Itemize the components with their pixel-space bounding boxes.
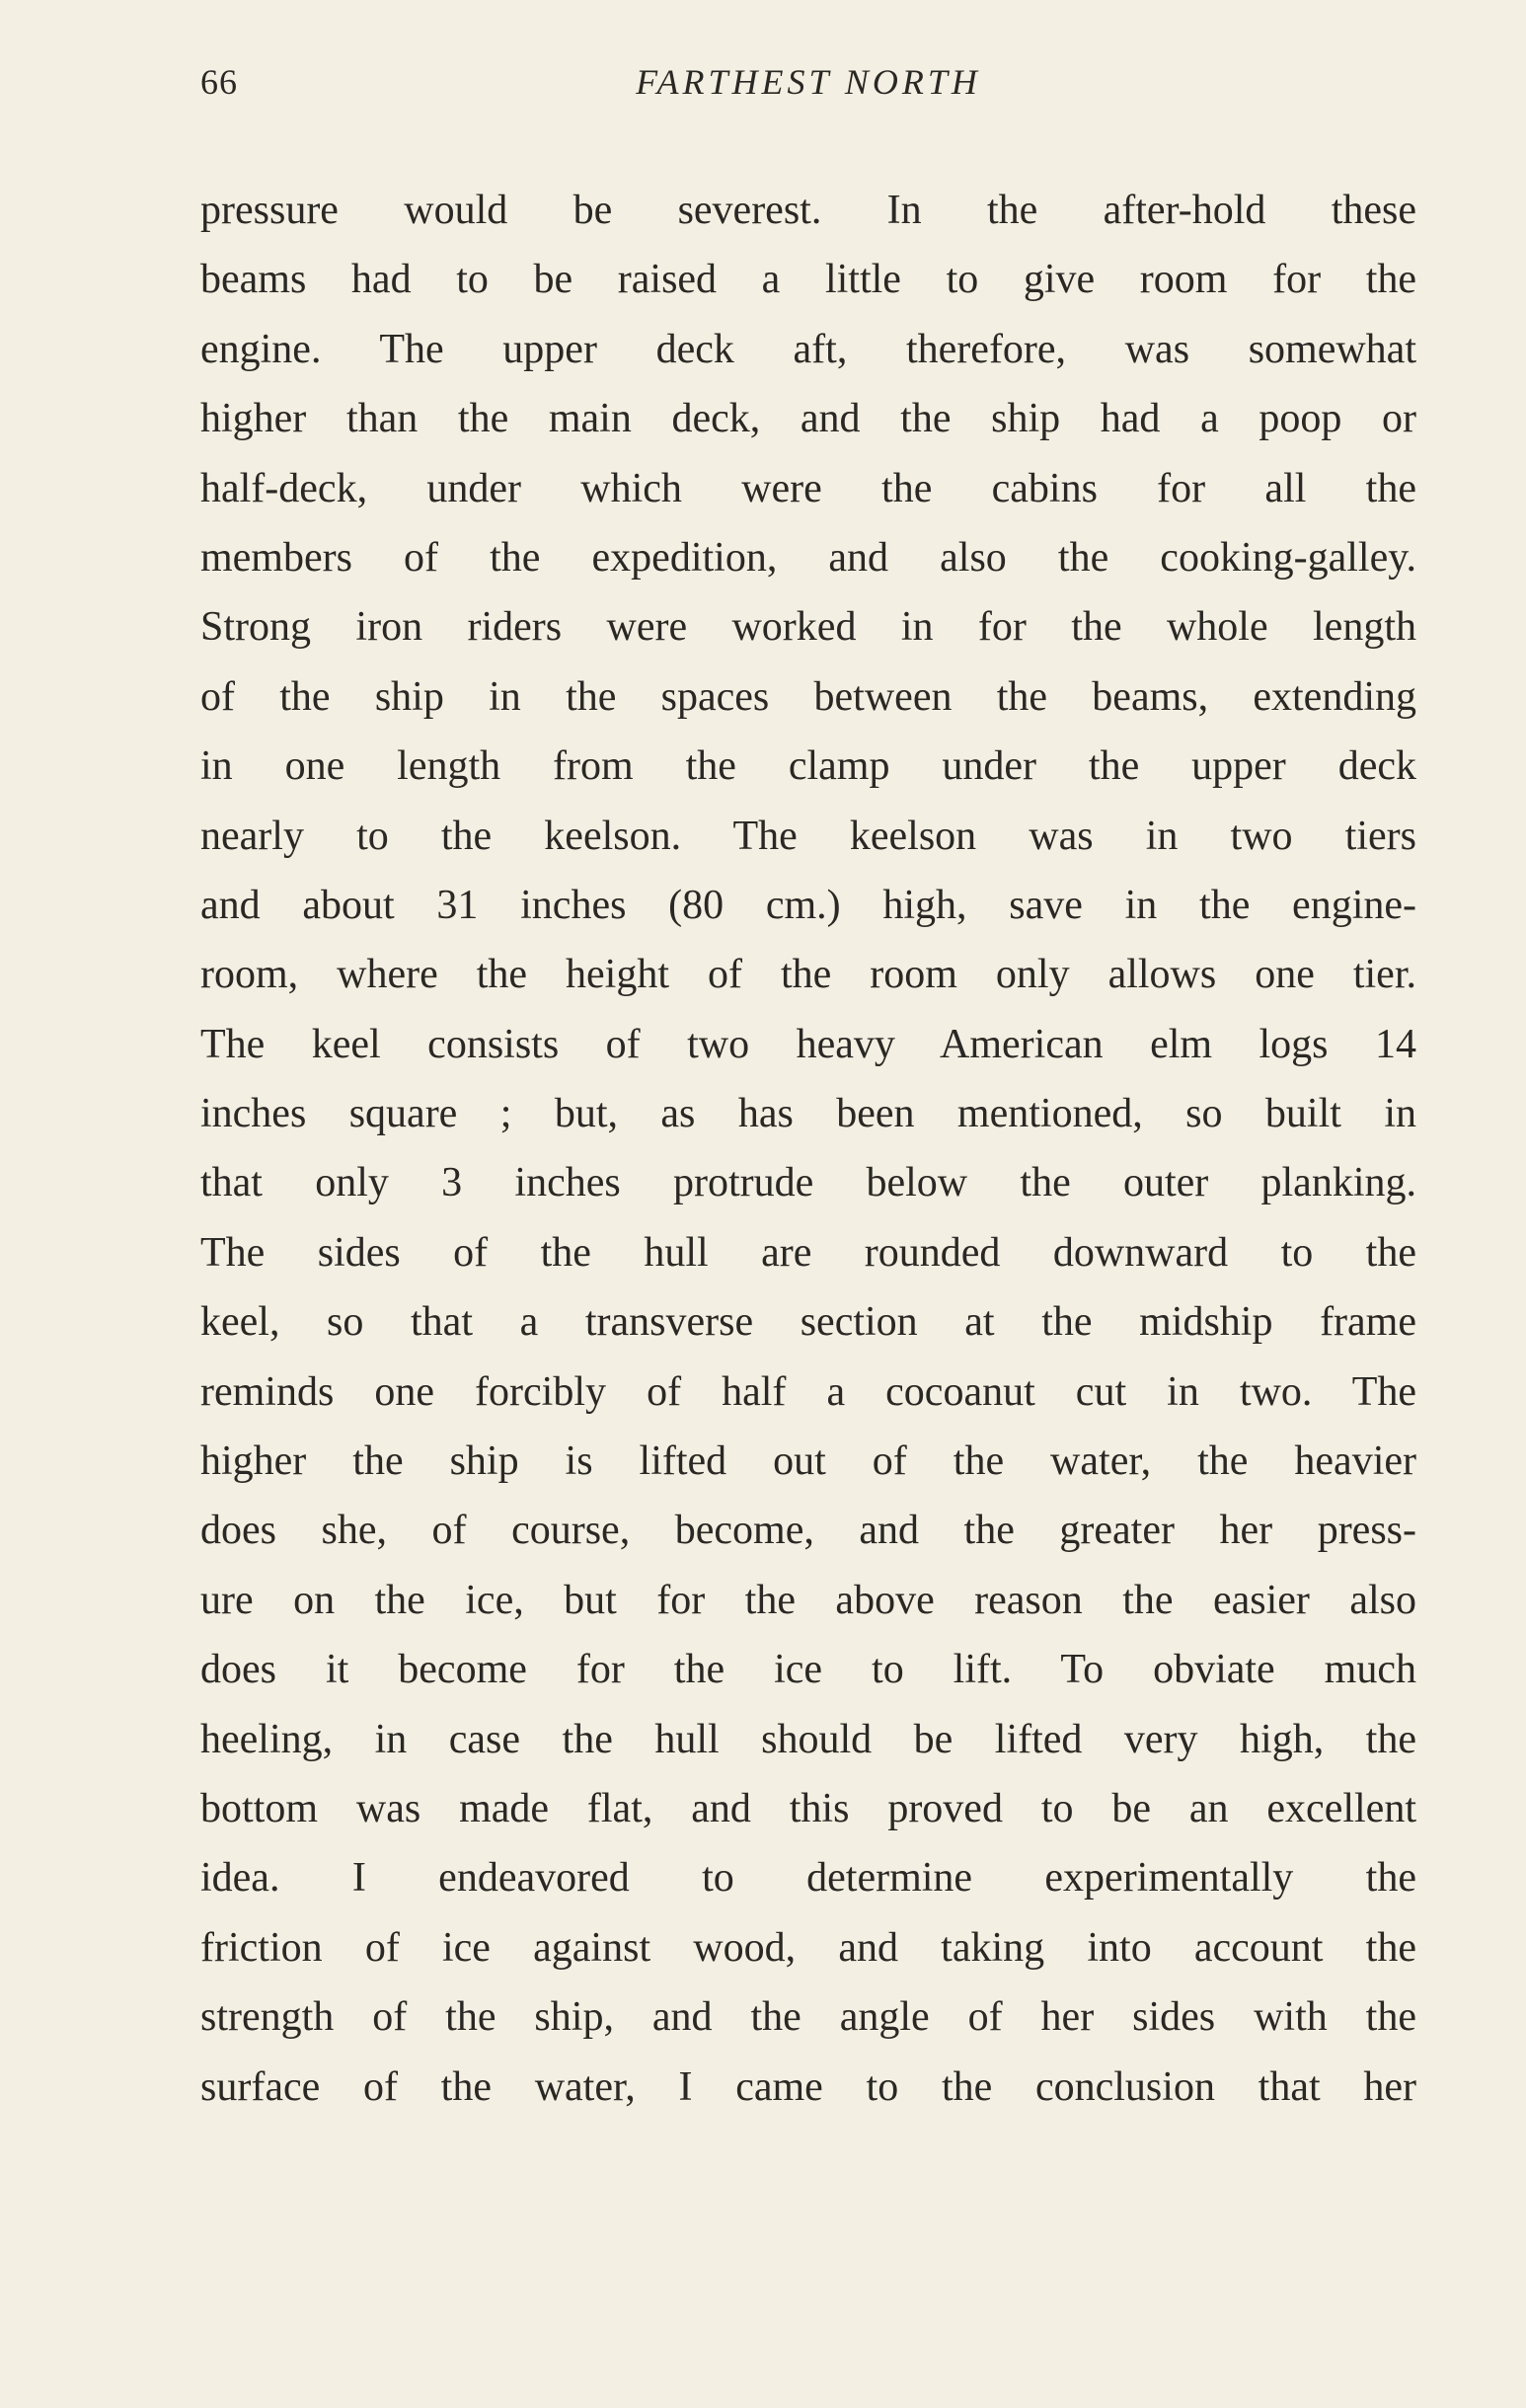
text-line: engine. The upper deck aft, therefore, was somewhat [200,326,1416,372]
text-line: reminds one forcibly of half a cocoanut cut in two. The [200,1368,1416,1415]
text-line: inches square ; but, as has been mentioned, so built in [200,1091,1416,1137]
text-line: beams had to be raised a little to give room for the [200,257,1416,303]
text-line: Strong iron riders were worked in for the whole length [200,604,1416,651]
text-line: members of the expedition, and also the cooking-galley. [200,534,1416,581]
text-line: does she, of course, become, and the greater her press- [200,1508,1416,1554]
text-line: strength of the ship, and the angle of her sides with the [200,1994,1416,2041]
text-line: ure on the ice, but for the above reason the easier also [200,1577,1416,1623]
text-line: nearly to the keelson. The keelson was in two tiers [200,813,1416,859]
text-line: idea. I endeavored to determine experimentally the [200,1855,1416,1902]
text-line: The sides of the hull are rounded downward to the [200,1229,1416,1276]
text-line: surface of the water, I came to the conclusion that her [200,2063,1416,2110]
text-line: of the ship in the spaces between the beams, extending [200,673,1416,720]
text-line: half-deck, under which were the cabins for all the [200,465,1416,511]
page-header [200,61,1416,120]
text-line: room, where the height of the room only allows one tier. [200,952,1416,998]
running-title: FARTHEST NORTH [636,62,981,102]
body-text [200,176,1416,2122]
page-number: 66 [200,62,238,102]
text-line: that only 3 inches protrude below the outer planking. [200,1160,1416,1206]
text-line: pressure would be severest. In the after-hold these [200,188,1416,233]
text-line: in one length from the clamp under the upper deck [200,743,1416,790]
text-line: The keel consists of two heavy American elm logs 14 [200,1021,1416,1067]
text-line: and about 31 inches (80 cm.) high, save in the engine- [200,882,1416,928]
text-line: heeling, in case the hull should be lifted very high, the [200,1716,1416,1762]
text-line: bottom was made flat, and this proved to be an excellent [200,1785,1416,1831]
text-line: keel, so that a transverse section at the midship frame [200,1299,1416,1346]
text-line: higher the ship is lifted out of the water, the heavier [200,1438,1416,1485]
text-line: higher than the main deck, and the ship had a poop or [200,396,1416,442]
text-line: friction of ice against wood, and taking into account the [200,1924,1416,1971]
text-line: does it become for the ice to lift. To obviate much [200,1647,1416,1693]
